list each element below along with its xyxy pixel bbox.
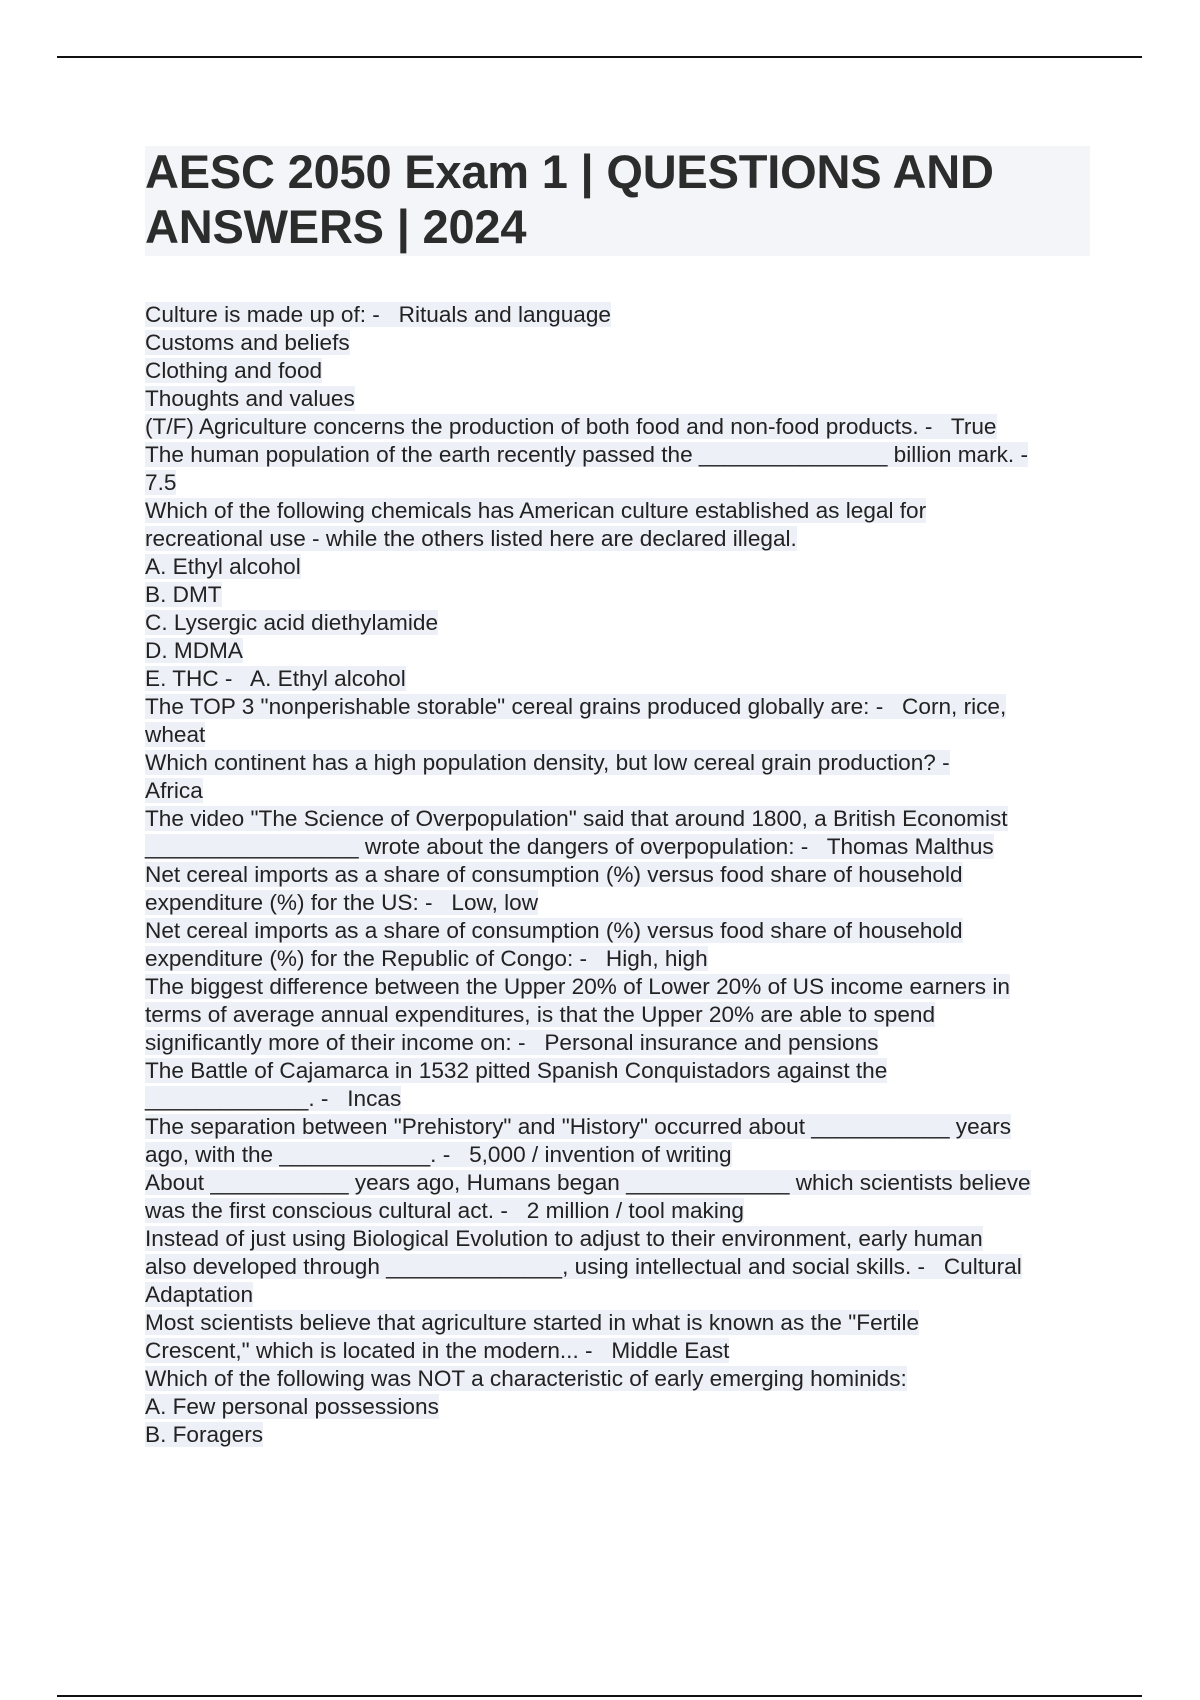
- text-line: expenditure (%) for the US: - Low, low: [145, 890, 539, 915]
- text-line: Which of the following was NOT a characteristic of early emerging hominids:: [145, 1366, 907, 1391]
- text-line: Customs and beliefs: [145, 330, 350, 355]
- text-line: B. Foragers: [145, 1422, 264, 1447]
- text-line: The separation between "Prehistory" and "History" occurred about ___________ years: [145, 1114, 1012, 1139]
- text-line: Instead of just using Biological Evolution to adjust to their environment, early human: [145, 1226, 983, 1251]
- text-line: A. Few personal possessions: [145, 1394, 439, 1419]
- top-rule: [57, 56, 1142, 58]
- text-line: terms of average annual expenditures, is that the Upper 20% are able to spend: [145, 1002, 936, 1027]
- text-line: _____________. - Incas: [145, 1086, 402, 1111]
- text-line: Most scientists believe that agriculture started in what is known as the "Fertile: [145, 1310, 920, 1335]
- text-line: Thoughts and values: [145, 386, 355, 411]
- text-line: Net cereal imports as a share of consumption (%) versus food share of household: [145, 918, 963, 943]
- text-line: also developed through ______________, using intellectual and social skills. - Cultural: [145, 1254, 1022, 1279]
- text-line: C. Lysergic acid diethylamide: [145, 610, 439, 635]
- text-line: The human population of the earth recently passed the _______________ billion mark. -: [145, 442, 1029, 467]
- text-line: expenditure (%) for the Republic of Congo: - High, high: [145, 946, 708, 971]
- title-line-2: ANSWERS | 2024: [145, 200, 527, 253]
- title-line-1: AESC 2050 Exam 1 | QUESTIONS AND: [145, 145, 994, 198]
- text-line: Clothing and food: [145, 358, 323, 383]
- text-line: Crescent," which is located in the modern... - Middle East: [145, 1338, 730, 1363]
- text-line: B. DMT: [145, 582, 222, 607]
- text-line: significantly more of their income on: - Personal insurance and pensions: [145, 1030, 879, 1055]
- text-line: Which of the following chemicals has American culture established as legal for: [145, 498, 927, 523]
- text-line: Culture is made up of: - Rituals and language: [145, 302, 611, 327]
- document-title: [145, 144, 1090, 254]
- text-line: 7.5: [145, 470, 177, 495]
- qa-content: [145, 301, 1090, 1449]
- text-line: wheat: [145, 722, 206, 747]
- text-line: _________________ wrote about the dangers of overpopulation: - Thomas Malthus: [145, 834, 994, 859]
- text-line: A. Ethyl alcohol: [145, 554, 301, 579]
- text-line: The Battle of Cajamarca in 1532 pitted Spanish Conquistadors against the: [145, 1058, 888, 1083]
- text-line: Africa: [145, 778, 203, 803]
- text-line: ago, with the ____________. - 5,000 / invention of writing: [145, 1142, 732, 1167]
- text-line: Adaptation: [145, 1282, 254, 1307]
- text-line: was the first conscious cultural act. - 2 million / tool making: [145, 1198, 744, 1223]
- text-line: The biggest difference between the Upper 20% of Lower 20% of US income earners in: [145, 974, 1010, 999]
- text-line: About ___________ years ago, Humans began _____________ which scientists believe: [145, 1170, 1031, 1195]
- bottom-rule: [57, 1695, 1142, 1697]
- text-line: Net cereal imports as a share of consumption (%) versus food share of household: [145, 862, 963, 887]
- text-line: D. MDMA: [145, 638, 243, 663]
- text-line: The TOP 3 "nonperishable storable" cereal grains produced globally are: - Corn, rice,: [145, 694, 1007, 719]
- text-line: The video "The Science of Overpopulation" said that around 1800, a British Economist: [145, 806, 1008, 831]
- text-line: Which continent has a high population density, but low cereal grain production? -: [145, 750, 950, 775]
- text-line: recreational use - while the others listed here are declared illegal.: [145, 526, 797, 551]
- text-line: (T/F) Agriculture concerns the production of both food and non-food products. - True: [145, 414, 997, 439]
- text-line: E. THC - A. Ethyl alcohol: [145, 666, 406, 691]
